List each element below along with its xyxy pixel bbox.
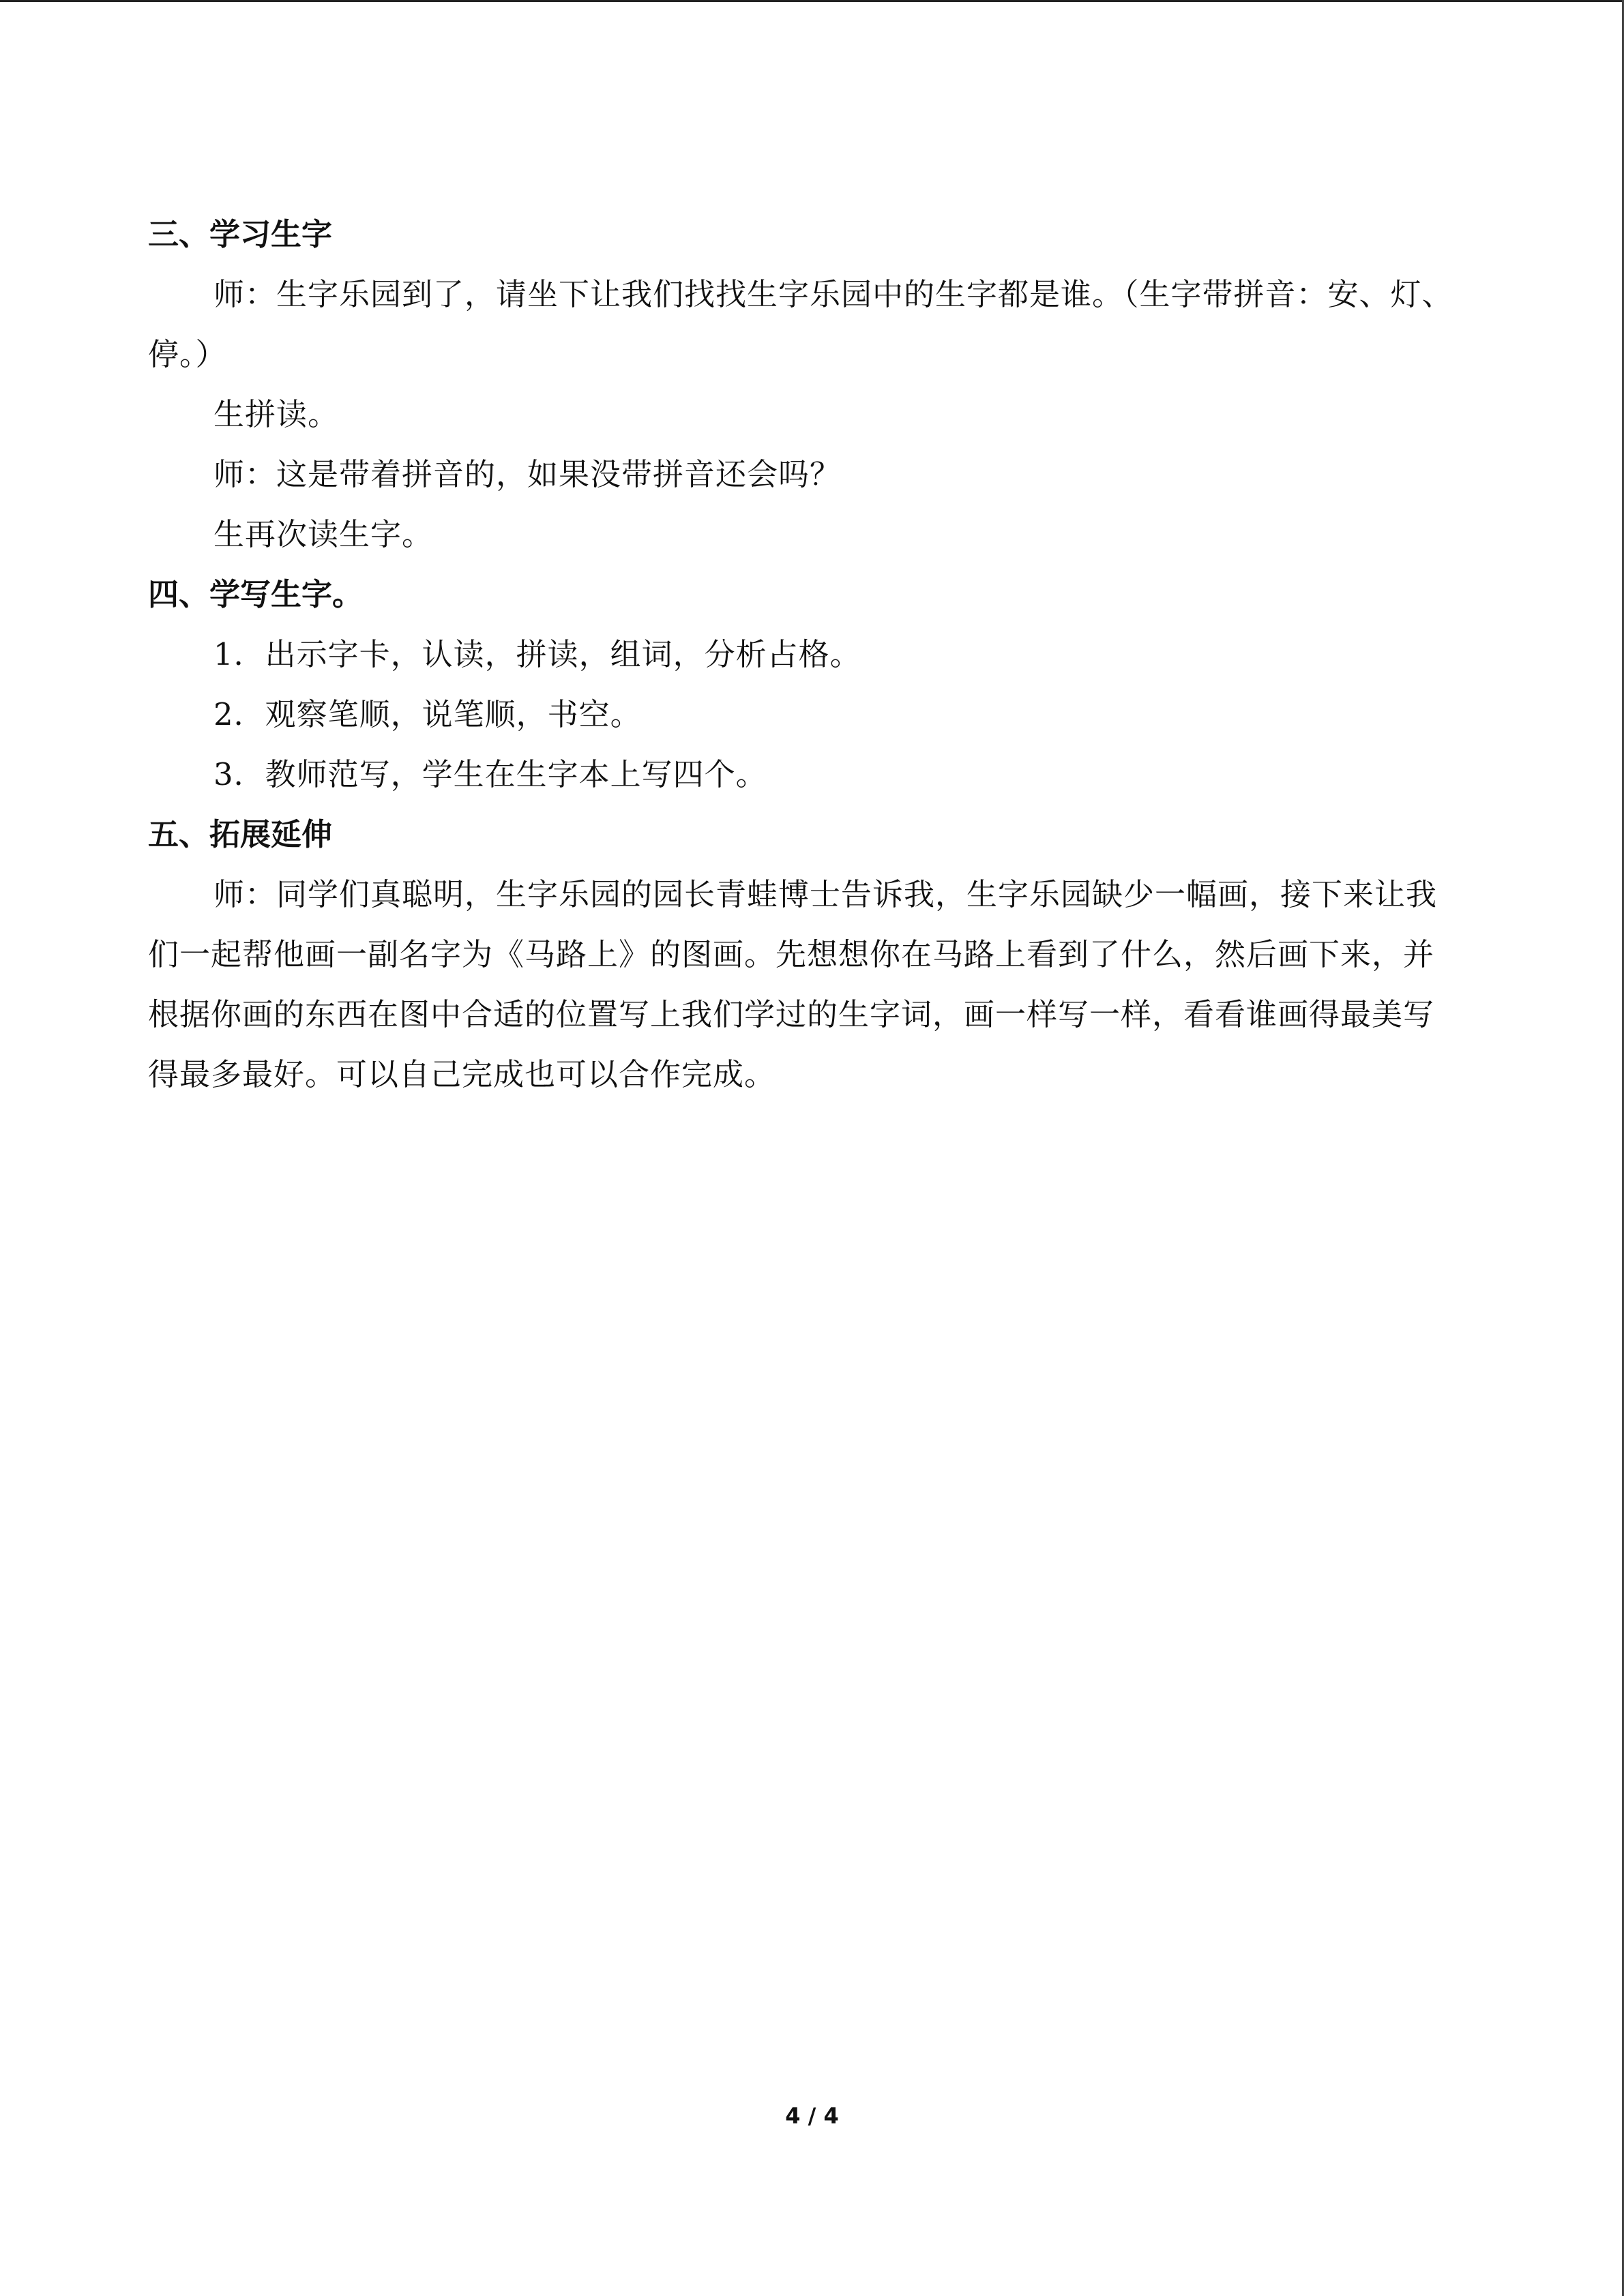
- paragraph: 师：这是带着拼音的，如果没带拼音还会吗？: [213, 456, 842, 492]
- list-item: 2．观察笔顺，说笔顺，书空。: [213, 696, 642, 732]
- list-item: 3．教师范写，学生在生字本上写四个。: [213, 756, 767, 792]
- section-heading-write-characters: 四、学写生字。: [148, 576, 364, 612]
- paragraph: 师：生字乐园到了，请坐下让我们找找生字乐园中的生字都是谁。（生字带拼音：安、灯、停。）: [148, 276, 1453, 372]
- paragraph: 生再次读生字。: [213, 516, 434, 552]
- top-border: [0, 0, 1624, 2]
- paragraph: 生拼读。: [213, 396, 340, 432]
- document-body: [148, 205, 1464, 1105]
- page-number: 4 / 4: [785, 2103, 839, 2129]
- section-heading-learn-characters: 三、学习生字: [148, 216, 333, 252]
- paragraph: 师：同学们真聪明，生字乐园的园长青蛙博士告诉我，生字乐园缺少一幅画，接下来让我们一起帮他画一副名字为《马路上》的图画。先想想你在马路上看到了什么，然后画下来，并根据你画的东西在图中合适的位置写上我们学过的生字词，画一样写一样，看看谁画得最美写得最多最好。可以自己完成也可以合作完成。: [148, 876, 1438, 1092]
- section-heading-extension: 五、拓展延伸: [148, 816, 333, 852]
- list-item: 1．出示字卡，认读，拼读，组词，分析占格。: [213, 636, 861, 672]
